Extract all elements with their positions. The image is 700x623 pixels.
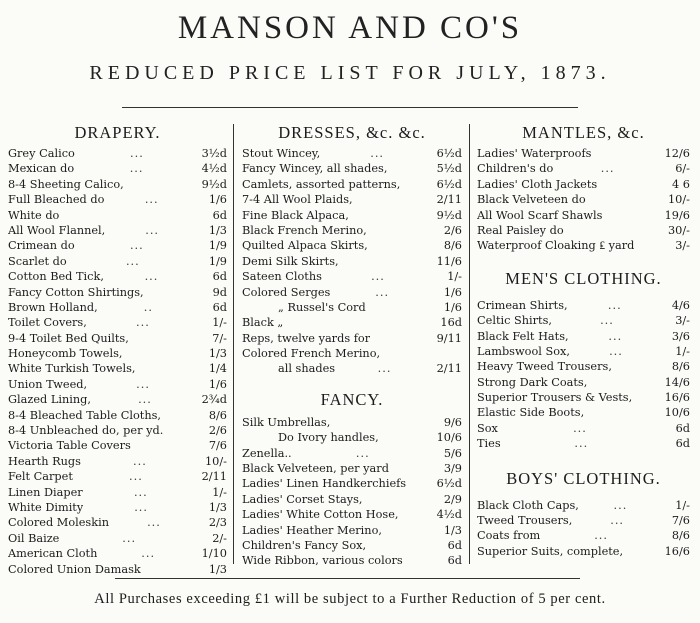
- item-name: Do Ivory handles,: [278, 431, 379, 445]
- leader-dots: ...: [355, 446, 370, 460]
- item-name: Brown Holland,: [8, 300, 98, 314]
- item-price: 6½d: [436, 147, 462, 160]
- item-name: 8-4 Sheeting Calico,: [8, 177, 124, 191]
- item-price: 1/9: [208, 239, 227, 253]
- price-list-row: [8, 238, 227, 253]
- price-list-row: [242, 492, 462, 507]
- price-list-row: [8, 146, 227, 161]
- item-name: Ladies' Cloth Jackets: [477, 177, 598, 191]
- item-price: 5/6: [443, 446, 462, 460]
- leader-dots: ...: [141, 547, 156, 561]
- item-name: American Cloth: [8, 547, 98, 561]
- item-price: 1/-: [675, 344, 690, 358]
- item-price: 1/10: [201, 547, 227, 561]
- price-list-row: [242, 208, 462, 223]
- item-name: Strong Dark Coats,: [477, 375, 588, 389]
- price-list-row: [8, 161, 227, 176]
- item-price: 6½d: [436, 177, 462, 191]
- price-list-row: [242, 430, 462, 445]
- fancy-list: [242, 415, 462, 569]
- item-price: 1/-: [675, 498, 690, 512]
- price-list-row: [477, 390, 690, 405]
- item-name: Coats from: [477, 529, 541, 543]
- item-price: 1/3: [443, 523, 462, 537]
- item-price: 6d: [447, 554, 462, 568]
- item-name: White Turkish Towels,: [8, 362, 136, 376]
- item-name: Fine Black Alpaca,: [242, 208, 349, 222]
- price-list-row: [242, 315, 462, 330]
- item-price: 5½d: [436, 162, 462, 176]
- item-price: 2/11: [436, 193, 462, 207]
- item-name: Quilted Alpaca Skirts,: [242, 239, 368, 253]
- mens-heading: MEN'S CLOTHING.: [505, 268, 662, 288]
- price-list-row: [8, 300, 227, 315]
- item-name: Colored French Merino,: [242, 347, 381, 361]
- price-list-row: [242, 553, 462, 568]
- price-list-row: [8, 177, 227, 192]
- item-price: 8/6: [671, 529, 690, 543]
- leader-dots: ...: [130, 147, 144, 160]
- item-name: Ladies' Heather Merino,: [242, 523, 382, 537]
- price-list-row: [477, 238, 690, 253]
- item-price: 9/6: [443, 415, 462, 429]
- item-name: Fancy Wincey, all shades,: [242, 162, 388, 176]
- item-name: White Dimity: [8, 500, 84, 514]
- item-price: 3½d: [201, 147, 227, 160]
- item-price: 8/6: [671, 360, 690, 374]
- price-list-row: [242, 223, 462, 238]
- leader-dots: ...: [136, 316, 150, 330]
- leader-dots: ...: [574, 437, 589, 451]
- item-price: 16d: [440, 316, 462, 330]
- price-list-row: [242, 300, 462, 315]
- item-price: 8/6: [443, 239, 462, 253]
- item-price: 6/-: [675, 162, 690, 176]
- price-list-row: [8, 408, 227, 423]
- item-price: 14/6: [664, 375, 690, 389]
- dresses-list: [242, 146, 462, 377]
- item-price: 1/3: [208, 347, 227, 361]
- leader-dots: ...: [375, 285, 390, 299]
- price-list-row: [8, 223, 227, 238]
- item-price: 2/6: [443, 223, 462, 237]
- price-list-row: [242, 254, 462, 269]
- price-list-row: [8, 315, 227, 330]
- item-price: 16/6: [664, 544, 690, 558]
- column-divider-right: [469, 124, 470, 564]
- leader-dots: ...: [607, 298, 622, 312]
- price-list-row: [477, 146, 690, 161]
- item-name: 8-4 Unbleached do, per yd.: [8, 424, 164, 438]
- item-name: Crimean do: [8, 239, 75, 253]
- price-list-row: [8, 546, 227, 561]
- item-price: 6d: [675, 421, 690, 435]
- item-price: 10/-: [668, 193, 690, 207]
- item-name: Union Tweed,: [8, 377, 88, 391]
- item-name: Black French Merino,: [242, 223, 367, 237]
- item-price: 7/6: [671, 514, 690, 528]
- leader-dots: ...: [609, 344, 623, 358]
- leader-dots: ...: [610, 514, 625, 528]
- leader-dots: ...: [145, 223, 160, 237]
- leader-dots: ...: [138, 393, 152, 407]
- item-name: Colored Union Damask: [8, 562, 141, 576]
- price-list-row: [242, 461, 462, 476]
- item-name: 9-4 Toilet Bed Quilts,: [8, 331, 129, 345]
- leader-dots: ...: [136, 377, 150, 391]
- item-name: Grey Calico: [8, 147, 75, 160]
- price-list-row: [242, 238, 462, 253]
- item-name: Waterproof Cloaking ₤ yard: [477, 239, 635, 253]
- item-name: Crimean Shirts,: [477, 298, 568, 312]
- item-name: Celtic Shirts,: [477, 314, 552, 328]
- item-price: 1/-: [212, 316, 227, 330]
- leader-dots: ...: [129, 239, 144, 253]
- item-name: Victoria Table Covers: [8, 439, 131, 453]
- leader-dots: ...: [129, 470, 143, 484]
- item-price: 7/6: [208, 439, 227, 453]
- leader-dots: ...: [594, 529, 608, 543]
- item-name: Reps, twelve yards for: [242, 331, 371, 345]
- price-list-row: [477, 436, 690, 451]
- boys-heading: BOYS' CLOTHING.: [506, 468, 661, 488]
- item-price: 6d: [212, 300, 227, 314]
- price-list-row: [8, 500, 227, 515]
- item-price: 2/6: [208, 424, 227, 438]
- item-name: Mexican do: [8, 162, 75, 176]
- price-list-row: [8, 331, 227, 346]
- price-list-row: [477, 192, 690, 207]
- item-name: Black Felt Hats,: [477, 329, 569, 343]
- column-divider-left: [233, 124, 234, 564]
- price-list-row: [242, 346, 462, 361]
- item-name: Superior Suits, complete,: [477, 544, 624, 558]
- boys-list: [477, 498, 690, 560]
- item-name: All Wool Scarf Shawls: [477, 208, 603, 222]
- price-list-row: [8, 454, 227, 469]
- price-list-row: [8, 208, 227, 223]
- drapery-column: [8, 122, 227, 577]
- price-list-row: [242, 146, 462, 161]
- price-list-row: [477, 528, 690, 543]
- drapery-list: [8, 146, 227, 577]
- price-list-row: [477, 405, 690, 420]
- item-name: Hearth Rugs: [8, 454, 81, 468]
- leader-dots: ...: [144, 270, 159, 284]
- item-price: 6d: [447, 538, 462, 552]
- price-list-row: [242, 538, 462, 553]
- item-name: Sox: [477, 421, 498, 435]
- price-list-row: [242, 192, 462, 207]
- item-price: 1/3: [208, 562, 227, 576]
- item-price: 3/-: [675, 239, 690, 253]
- price-list-row: [477, 375, 690, 390]
- price-list-row: [8, 361, 227, 376]
- item-name: Honeycomb Towels,: [8, 347, 123, 361]
- item-name: Real Paisley do: [477, 223, 564, 237]
- item-name: Black Cloth Caps,: [477, 498, 579, 512]
- leader-dots: ..: [143, 300, 153, 314]
- price-list-row: [8, 392, 227, 407]
- item-name: Superior Trousers & Vests,: [477, 391, 633, 405]
- price-list-row: [477, 298, 690, 313]
- item-price: 9½d: [436, 208, 462, 222]
- fancy-heading: FANCY.: [320, 389, 384, 409]
- item-price: 1/-: [447, 270, 462, 284]
- price-list-row: [242, 331, 462, 346]
- item-name: Wide Ribbon, various colors: [242, 554, 403, 568]
- item-price: 1/9: [208, 254, 227, 268]
- item-name: Ties: [477, 437, 501, 451]
- price-list-row: [477, 544, 690, 559]
- price-list-row: [477, 177, 690, 192]
- item-name: Glazed Lining,: [8, 393, 91, 407]
- item-name: Black Velveteen do: [477, 193, 586, 207]
- item-price: 1/3: [208, 223, 227, 237]
- price-list-row: [8, 285, 227, 300]
- price-list-row: [477, 208, 690, 223]
- item-name: all shades: [278, 362, 336, 376]
- item-name: Ladies' Linen Handkerchiefs: [242, 477, 407, 491]
- price-list-row: [477, 223, 690, 238]
- item-name: Toilet Covers,: [8, 316, 87, 330]
- leader-dots: ...: [125, 254, 140, 268]
- mantles-list: [477, 146, 690, 254]
- item-price: 1/3: [208, 500, 227, 514]
- mens-list: [477, 298, 690, 452]
- leader-dots: ...: [129, 162, 144, 176]
- page-title: MANSON AND CO'S: [177, 10, 523, 46]
- item-name: Zenella..: [242, 446, 292, 460]
- footer-note: All Purchases exceeding £1 will be subject to a Further Reduction of 5 per cent.: [94, 591, 606, 607]
- item-name: Sateen Cloths: [242, 270, 322, 284]
- item-name: Black „: [242, 316, 284, 330]
- price-list-row: [8, 423, 227, 438]
- price-list-row: [477, 498, 690, 513]
- price-list-row: [477, 161, 690, 176]
- price-list-row: [242, 285, 462, 300]
- item-name: Children's do: [477, 162, 554, 176]
- item-name: Elastic Side Boots,: [477, 406, 585, 420]
- item-price: 12/6: [664, 147, 690, 160]
- price-list-row: [477, 513, 690, 528]
- price-list-row: [242, 523, 462, 538]
- price-list-row: [242, 361, 462, 376]
- price-list-row: [8, 485, 227, 500]
- price-list-row: [477, 329, 690, 344]
- item-price: 3/6: [671, 329, 690, 343]
- item-price: 1/6: [208, 193, 227, 207]
- item-price: 1/6: [208, 377, 227, 391]
- item-price: 10/-: [205, 454, 227, 468]
- price-list-row: [8, 515, 227, 530]
- leader-dots: ...: [608, 329, 623, 343]
- price-list-row: [8, 346, 227, 361]
- leader-dots: ...: [371, 270, 385, 284]
- item-price: 9/11: [436, 331, 462, 345]
- leader-dots: ...: [133, 485, 148, 499]
- item-price: 3/9: [443, 462, 462, 476]
- price-list-row: [242, 269, 462, 284]
- item-name: Cotton Bed Tick,: [8, 270, 104, 284]
- item-name: Scarlet do: [8, 254, 67, 268]
- item-price: 1/6: [443, 300, 462, 314]
- item-name: Ladies' Waterproofs: [477, 147, 592, 160]
- item-price: 4½d: [436, 508, 462, 522]
- item-price: 4 6: [672, 177, 690, 191]
- item-name: Fancy Cotton Shirtings,: [8, 285, 144, 299]
- item-name: Ladies' Corset Stays,: [242, 492, 363, 506]
- leader-dots: ...: [613, 498, 628, 512]
- item-price: 30/-: [668, 223, 690, 237]
- bottom-rule: [115, 578, 580, 579]
- item-name: Stout Wincey,: [242, 147, 321, 160]
- price-list-row: [242, 446, 462, 461]
- dresses-column: [242, 122, 462, 569]
- item-name: Children's Fancy Sox,: [242, 538, 367, 552]
- leader-dots: ...: [377, 362, 392, 376]
- price-list-row: [8, 192, 227, 207]
- item-price: 19/6: [664, 208, 690, 222]
- price-list-row: [8, 562, 227, 577]
- price-list-row: [8, 469, 227, 484]
- price-list-row: [8, 254, 227, 269]
- price-list-row: [477, 359, 690, 374]
- item-name: Colored Moleskin: [8, 516, 109, 530]
- item-name: 8-4 Bleached Table Cloths,: [8, 408, 162, 422]
- leader-dots: ...: [573, 421, 587, 435]
- item-price: 9d: [212, 285, 227, 299]
- item-price: 4½d: [201, 162, 227, 176]
- item-name: Silk Umbrellas,: [242, 415, 331, 429]
- item-name: All Wool Flannel,: [8, 223, 106, 237]
- item-price: 2/-: [212, 531, 227, 545]
- mantles-heading: MANTLES, &c.: [522, 123, 645, 142]
- leader-dots: ...: [122, 531, 137, 545]
- item-name: Oil Baize: [8, 531, 60, 545]
- item-price: 2¾d: [201, 393, 227, 407]
- item-price: 1/4: [208, 362, 227, 376]
- item-price: 11/6: [436, 254, 462, 268]
- item-name: Demi Silk Skirts,: [242, 254, 339, 268]
- price-list-row: [242, 476, 462, 491]
- dresses-heading: DRESSES, &c. &c.: [278, 123, 426, 142]
- item-name: Colored Serges: [242, 285, 331, 299]
- leader-dots: ...: [370, 147, 385, 160]
- item-name: Black Velveteen, per yard: [242, 462, 389, 476]
- page-subtitle: REDUCED PRICE LIST FOR JULY, 1873.: [89, 62, 611, 84]
- leader-dots: ...: [147, 516, 161, 530]
- item-price: 8/6: [208, 408, 227, 422]
- item-price: 3/-: [675, 314, 690, 328]
- item-price: 1/-: [212, 485, 227, 499]
- item-price: 2/11: [436, 362, 462, 376]
- top-rule: [122, 107, 578, 108]
- item-name: Felt Carpet: [8, 470, 73, 484]
- drapery-heading: DRAPERY.: [74, 123, 161, 142]
- price-list-row: [8, 438, 227, 453]
- item-price: 6½d: [436, 477, 462, 491]
- item-price: 10/6: [436, 431, 462, 445]
- item-price: 2/9: [443, 492, 462, 506]
- item-price: 16/6: [664, 391, 690, 405]
- price-list-row: [242, 507, 462, 522]
- item-price: 4/6: [671, 298, 690, 312]
- price-list-row: [8, 531, 227, 546]
- leader-dots: ...: [134, 500, 148, 514]
- item-price: 6d: [675, 437, 690, 451]
- price-list-row: [242, 161, 462, 176]
- item-price: 10/6: [664, 406, 690, 420]
- leader-dots: ...: [144, 193, 159, 207]
- leader-dots: ...: [133, 454, 147, 468]
- item-name: Full Bleached do: [8, 193, 105, 207]
- item-price: 9½d: [201, 177, 227, 191]
- leader-dots: ...: [600, 162, 615, 176]
- item-price: 2/3: [208, 516, 227, 530]
- item-name: Tweed Trousers,: [477, 514, 573, 528]
- item-name: Lambswool Sox,: [477, 344, 570, 358]
- item-price: 1/6: [443, 285, 462, 299]
- price-list-row: [477, 421, 690, 436]
- item-name: Ladies' White Cotton Hose,: [242, 508, 399, 522]
- leader-dots: ...: [600, 314, 614, 328]
- item-name: Camlets, assorted patterns,: [242, 177, 401, 191]
- price-list-row: [8, 269, 227, 284]
- item-name: 7-4 All Wool Plaids,: [242, 193, 353, 207]
- item-price: 2/11: [201, 470, 227, 484]
- item-name: Heavy Tweed Trousers,: [477, 360, 612, 374]
- price-list-row: [477, 313, 690, 328]
- price-list-row: [242, 177, 462, 192]
- mantles-column: [477, 122, 690, 559]
- price-list-row: [242, 415, 462, 430]
- item-price: 6d: [212, 270, 227, 284]
- item-name: Linen Diaper: [8, 485, 83, 499]
- price-list-row: [477, 344, 690, 359]
- item-price: 7/-: [212, 331, 227, 345]
- price-list-row: [8, 377, 227, 392]
- item-name: White do: [8, 208, 60, 222]
- item-price: 6d: [212, 208, 227, 222]
- item-name: „ Russel's Cord: [278, 300, 366, 314]
